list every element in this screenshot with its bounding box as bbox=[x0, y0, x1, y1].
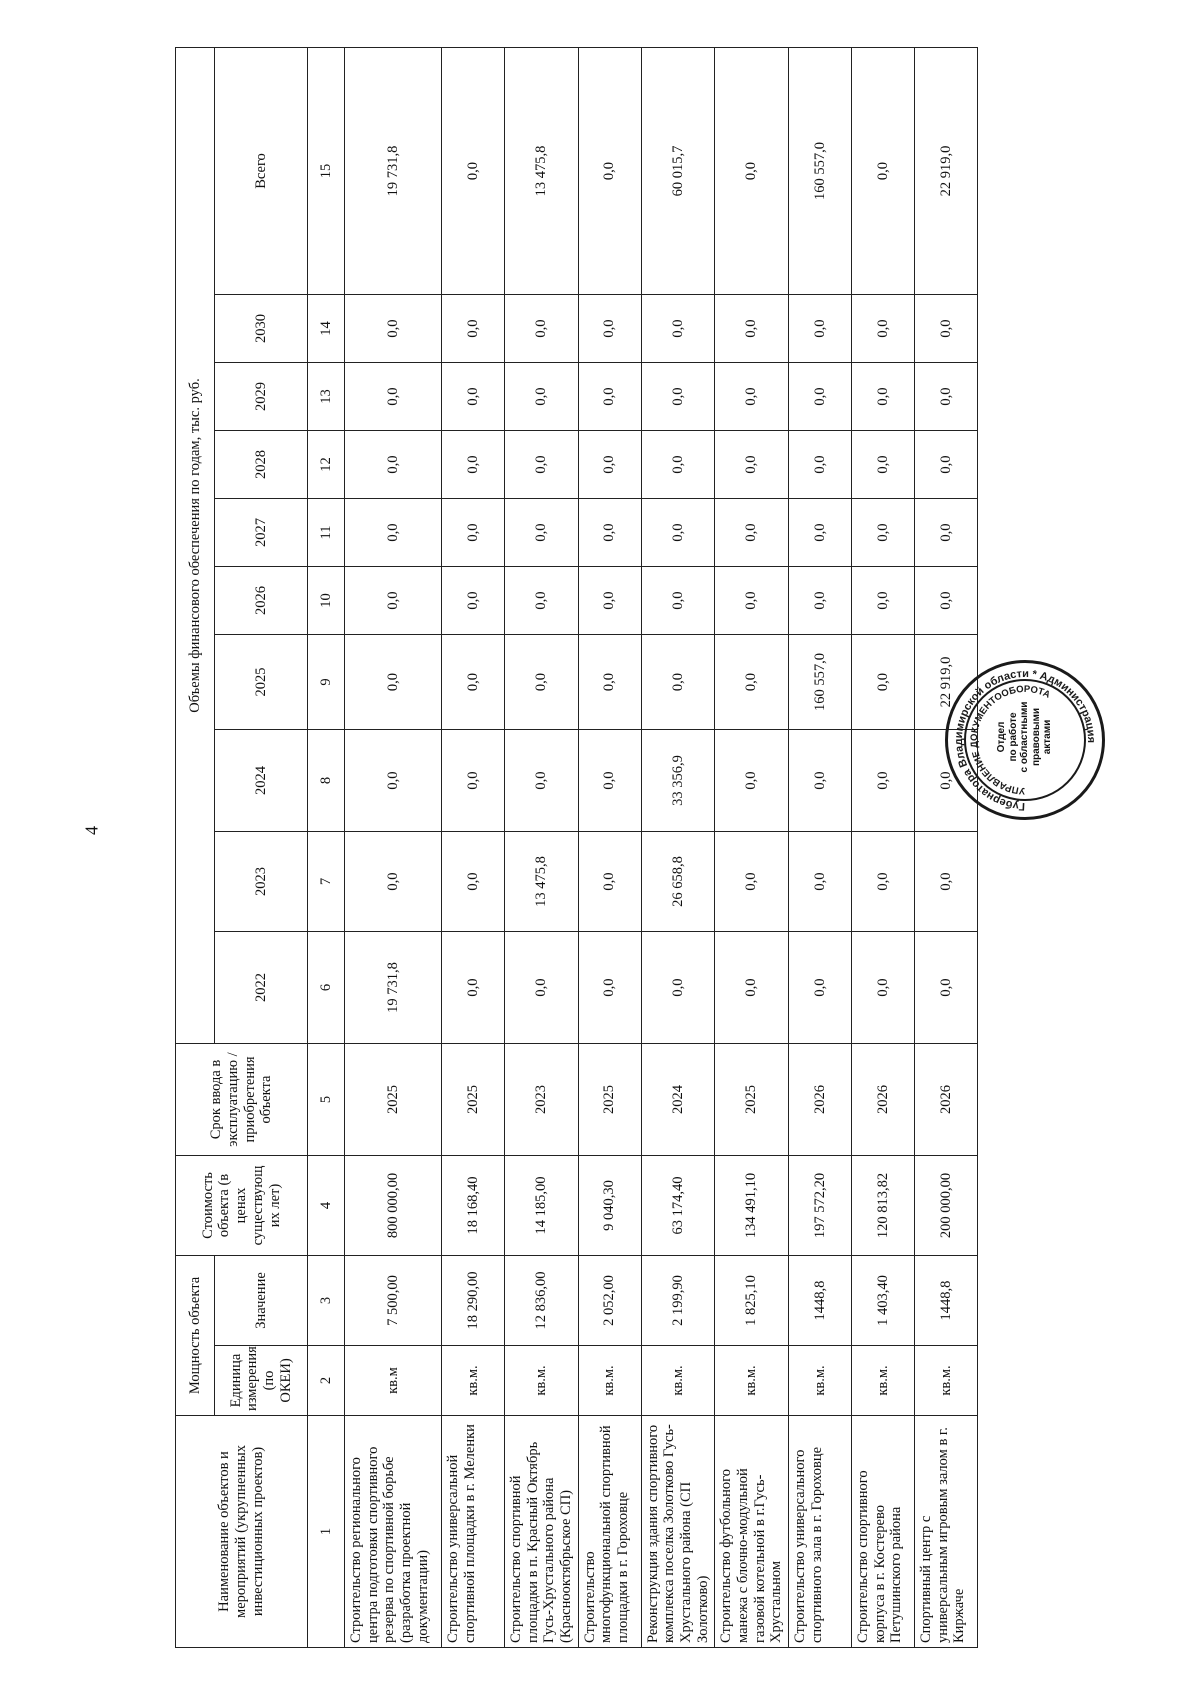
value-cell: 12 836,00 bbox=[505, 1256, 579, 1346]
page-number: 4 bbox=[81, 826, 102, 835]
value-cell: 1 825,10 bbox=[715, 1256, 789, 1346]
year-cell: 26 658,8 bbox=[641, 832, 715, 932]
year-cell: 0,0 bbox=[578, 295, 641, 363]
year-cell: 0,0 bbox=[715, 431, 789, 499]
year-cell: 19 731,8 bbox=[345, 932, 442, 1044]
year-cell: 0,0 bbox=[852, 932, 915, 1044]
column-number: 12 bbox=[308, 431, 345, 499]
cost-cell: 9 040,30 bbox=[578, 1156, 641, 1256]
year-cell: 0,0 bbox=[715, 499, 789, 567]
term-cell: 2023 bbox=[505, 1044, 579, 1156]
object-name: Реконструкция здания спортивного комплекса поселка Золотково Гусь-Хрустального района (СП Золотково) bbox=[641, 1416, 715, 1648]
term-cell: 2025 bbox=[442, 1044, 505, 1156]
year-cell: 0,0 bbox=[505, 730, 579, 832]
column-number: 11 bbox=[308, 499, 345, 567]
cost-cell: 800 000,00 bbox=[345, 1156, 442, 1256]
unit-cell: кв.м. bbox=[505, 1346, 579, 1416]
year-cell: 0,0 bbox=[789, 832, 852, 932]
stamp-line: правовыми bbox=[1030, 707, 1042, 767]
year-cell: 0,0 bbox=[578, 832, 641, 932]
header-year-2027: 2027 bbox=[215, 499, 308, 567]
header-year-2022: 2022 bbox=[215, 932, 308, 1044]
table-row bbox=[578, 47, 641, 1647]
year-cell: 0,0 bbox=[852, 295, 915, 363]
cost-cell: 120 813,82 bbox=[852, 1156, 915, 1256]
column-number: 7 bbox=[308, 832, 345, 932]
column-number: 10 bbox=[308, 567, 345, 635]
column-number: 2 bbox=[308, 1346, 345, 1416]
total-cell: 22 919,0 bbox=[915, 47, 978, 294]
unit-cell: кв.м. bbox=[852, 1346, 915, 1416]
column-number: 13 bbox=[308, 363, 345, 431]
year-cell: 0,0 bbox=[915, 431, 978, 499]
header-year-2029: 2029 bbox=[215, 363, 308, 431]
table-row bbox=[915, 47, 978, 1647]
column-number: 4 bbox=[308, 1156, 345, 1256]
year-cell: 0,0 bbox=[789, 499, 852, 567]
year-cell: 0,0 bbox=[915, 363, 978, 431]
table-row bbox=[715, 47, 789, 1647]
value-cell: 7 500,00 bbox=[345, 1256, 442, 1346]
year-cell: 0,0 bbox=[442, 635, 505, 730]
year-cell: 0,0 bbox=[442, 832, 505, 932]
cost-cell: 14 185,00 bbox=[505, 1156, 579, 1256]
year-cell: 0,0 bbox=[715, 832, 789, 932]
cost-cell: 63 174,40 bbox=[641, 1156, 715, 1256]
header-cost: Стоимость объекта (в ценах существующ их лет) bbox=[176, 1156, 308, 1256]
year-cell: 0,0 bbox=[852, 499, 915, 567]
total-cell: 0,0 bbox=[852, 47, 915, 294]
cost-cell: 200 000,00 bbox=[915, 1156, 978, 1256]
term-cell: 2024 bbox=[641, 1044, 715, 1156]
table-row bbox=[641, 47, 715, 1647]
year-cell: 0,0 bbox=[578, 363, 641, 431]
stamp-line: актами bbox=[1042, 719, 1053, 755]
year-cell: 0,0 bbox=[345, 567, 442, 635]
year-cell: 0,0 bbox=[789, 567, 852, 635]
cost-cell: 18 168,40 bbox=[442, 1156, 505, 1256]
value-cell: 2 052,00 bbox=[578, 1256, 641, 1346]
total-cell: 0,0 bbox=[578, 47, 641, 294]
year-cell: 0,0 bbox=[345, 635, 442, 730]
total-cell: 0,0 bbox=[715, 47, 789, 294]
column-number: 3 bbox=[308, 1256, 345, 1346]
year-cell: 0,0 bbox=[345, 730, 442, 832]
unit-cell: кв.м. bbox=[442, 1346, 505, 1416]
year-cell: 0,0 bbox=[915, 932, 978, 1044]
year-cell: 0,0 bbox=[715, 932, 789, 1044]
year-cell: 0,0 bbox=[789, 730, 852, 832]
year-cell: 33 356,9 bbox=[641, 730, 715, 832]
column-number: 6 bbox=[308, 932, 345, 1044]
unit-cell: кв.м. bbox=[789, 1346, 852, 1416]
year-cell: 0,0 bbox=[715, 567, 789, 635]
year-cell: 0,0 bbox=[852, 635, 915, 730]
year-cell: 0,0 bbox=[505, 431, 579, 499]
year-cell: 0,0 bbox=[915, 499, 978, 567]
year-cell: 0,0 bbox=[578, 431, 641, 499]
year-cell: 0,0 bbox=[789, 932, 852, 1044]
header-financing: Объемы финансового обеспечения по годам, тыс. руб. bbox=[176, 47, 215, 1043]
year-cell: 0,0 bbox=[442, 932, 505, 1044]
year-cell: 0,0 bbox=[578, 932, 641, 1044]
year-cell: 0,0 bbox=[641, 363, 715, 431]
unit-cell: кв.м. bbox=[715, 1346, 789, 1416]
year-cell: 0,0 bbox=[789, 431, 852, 499]
table-row bbox=[505, 47, 579, 1647]
year-cell: 0,0 bbox=[915, 295, 978, 363]
year-cell: 0,0 bbox=[641, 567, 715, 635]
object-name: Строительство многофункциональной спортивной площадки в г. Гороховце bbox=[578, 1416, 641, 1648]
column-numbers-row bbox=[308, 47, 345, 1647]
year-cell: 0,0 bbox=[715, 730, 789, 832]
header-term: Срок ввода в эксплуатацию / приобретения объекта bbox=[176, 1044, 308, 1156]
value-cell: 2 199,90 bbox=[641, 1256, 715, 1346]
year-cell: 0,0 bbox=[578, 635, 641, 730]
object-name: Строительство спортивной площадки в п. Красный Октябрь Гусь-Хрустального района (Краснооктябрьское СП) bbox=[505, 1416, 579, 1648]
year-cell: 0,0 bbox=[442, 363, 505, 431]
year-cell: 0,0 bbox=[578, 499, 641, 567]
table-row bbox=[852, 47, 915, 1647]
term-cell: 2026 bbox=[915, 1044, 978, 1156]
column-number: 8 bbox=[308, 730, 345, 832]
total-cell: 0,0 bbox=[442, 47, 505, 294]
unit-cell: кв.м. bbox=[915, 1346, 978, 1416]
total-cell: 13 475,8 bbox=[505, 47, 579, 294]
column-number: 14 bbox=[308, 295, 345, 363]
year-cell: 0,0 bbox=[578, 730, 641, 832]
header-name: Наименование объектов и мероприятий (укрупненных инвестиционных проектов) bbox=[176, 1416, 308, 1648]
value-cell: 1448,8 bbox=[915, 1256, 978, 1346]
year-cell: 0,0 bbox=[345, 832, 442, 932]
year-cell: 0,0 bbox=[345, 431, 442, 499]
year-cell: 0,0 bbox=[915, 832, 978, 932]
year-cell: 0,0 bbox=[345, 295, 442, 363]
year-cell: 0,0 bbox=[915, 567, 978, 635]
object-name: Строительство универсальной спортивной площадки в г. Меленки bbox=[442, 1416, 505, 1648]
year-cell: 0,0 bbox=[505, 295, 579, 363]
year-cell: 0,0 bbox=[641, 295, 715, 363]
header-year-2030: 2030 bbox=[215, 295, 308, 363]
stamp-middle-text: УПРАВЛЕНИЕ ДОКУМЕНТООБОРОТА bbox=[968, 683, 1052, 797]
term-cell: 2025 bbox=[578, 1044, 641, 1156]
header-year-2023: 2023 bbox=[215, 832, 308, 932]
term-cell: 2025 bbox=[715, 1044, 789, 1156]
year-cell: 0,0 bbox=[852, 567, 915, 635]
unit-cell: кв.м. bbox=[641, 1346, 715, 1416]
value-cell: 1448,8 bbox=[789, 1256, 852, 1346]
object-name: Строительство футбольного манежа с блочно-модульной газовой котельной в г.Гусь-Хрустальном bbox=[715, 1416, 789, 1648]
stamp-outer-text: Губернатора Владимирской области * Администрация bbox=[952, 667, 1098, 813]
year-cell: 0,0 bbox=[641, 932, 715, 1044]
year-cell: 13 475,8 bbox=[505, 832, 579, 932]
table-row bbox=[345, 47, 442, 1647]
column-number: 5 bbox=[308, 1044, 345, 1156]
table-row bbox=[789, 47, 852, 1647]
header-year-2024: 2024 bbox=[215, 730, 308, 832]
year-cell: 0,0 bbox=[852, 431, 915, 499]
total-cell: 60 015,7 bbox=[641, 47, 715, 294]
financing-table bbox=[175, 47, 978, 1648]
term-cell: 2026 bbox=[789, 1044, 852, 1156]
year-cell: 0,0 bbox=[442, 295, 505, 363]
official-stamp bbox=[945, 660, 1105, 820]
year-cell: 0,0 bbox=[715, 635, 789, 730]
unit-cell: кв.м. bbox=[578, 1346, 641, 1416]
year-cell: 0,0 bbox=[442, 730, 505, 832]
year-cell: 0,0 bbox=[641, 635, 715, 730]
header-year-2028: 2028 bbox=[215, 431, 308, 499]
header-year-2026: 2026 bbox=[215, 567, 308, 635]
object-name: Строительство универсального спортивного зала в г. Гороховце bbox=[789, 1416, 852, 1648]
header-value: Значение bbox=[215, 1256, 308, 1346]
term-cell: 2025 bbox=[345, 1044, 442, 1156]
column-number: 9 bbox=[308, 635, 345, 730]
year-cell: 0,0 bbox=[505, 363, 579, 431]
stamp-center bbox=[996, 687, 1054, 787]
column-number: 1 bbox=[308, 1416, 345, 1648]
object-name: Строительство регионального центра подготовки спортивного резерва по спортивной борьбе (разработка проектной документации) bbox=[345, 1416, 442, 1648]
table-row bbox=[442, 47, 505, 1647]
value-cell: 18 290,00 bbox=[442, 1256, 505, 1346]
year-cell: 0,0 bbox=[641, 499, 715, 567]
cost-cell: 134 491,10 bbox=[715, 1156, 789, 1256]
year-cell: 0,0 bbox=[789, 363, 852, 431]
stamp-line: по работе bbox=[1007, 712, 1019, 762]
total-cell: 19 731,8 bbox=[345, 47, 442, 294]
year-cell: 22 919,0 bbox=[915, 635, 978, 730]
value-cell: 1 403,40 bbox=[852, 1256, 915, 1346]
year-cell: 0,0 bbox=[578, 567, 641, 635]
header-total: Всего bbox=[215, 47, 308, 294]
year-cell: 0,0 bbox=[641, 431, 715, 499]
year-cell: 0,0 bbox=[852, 730, 915, 832]
header-year-2025: 2025 bbox=[215, 635, 308, 730]
year-cell: 0,0 bbox=[505, 932, 579, 1044]
year-cell: 0,0 bbox=[505, 635, 579, 730]
year-cell: 160 557,0 bbox=[789, 635, 852, 730]
cost-cell: 197 572,20 bbox=[789, 1156, 852, 1256]
stamp-line: Отдел bbox=[996, 721, 1007, 753]
column-number: 15 bbox=[308, 47, 345, 294]
header-capacity: Мощность объекта bbox=[176, 1256, 215, 1416]
year-cell: 0,0 bbox=[915, 730, 978, 832]
year-cell: 0,0 bbox=[442, 567, 505, 635]
year-cell: 0,0 bbox=[442, 431, 505, 499]
year-cell: 0,0 bbox=[345, 363, 442, 431]
term-cell: 2026 bbox=[852, 1044, 915, 1156]
stamp-line: с областными bbox=[1019, 701, 1030, 773]
year-cell: 0,0 bbox=[789, 295, 852, 363]
header-unit: Единица измерения (по ОКЕИ) bbox=[215, 1346, 308, 1416]
year-cell: 0,0 bbox=[505, 499, 579, 567]
year-cell: 0,0 bbox=[852, 363, 915, 431]
year-cell: 0,0 bbox=[715, 295, 789, 363]
object-name: Строительство спортивного корпуса в г. Костерево Петушинского района bbox=[852, 1416, 915, 1648]
unit-cell: кв.м bbox=[345, 1346, 442, 1416]
year-cell: 0,0 bbox=[505, 567, 579, 635]
year-cell: 0,0 bbox=[715, 363, 789, 431]
object-name: Спортивный центр с универсальным игровым залом в г. Киржаче bbox=[915, 1416, 978, 1648]
year-cell: 0,0 bbox=[442, 499, 505, 567]
year-cell: 0,0 bbox=[852, 832, 915, 932]
rotated-page bbox=[175, 48, 1055, 1648]
total-cell: 160 557,0 bbox=[789, 47, 852, 294]
year-cell: 0,0 bbox=[345, 499, 442, 567]
